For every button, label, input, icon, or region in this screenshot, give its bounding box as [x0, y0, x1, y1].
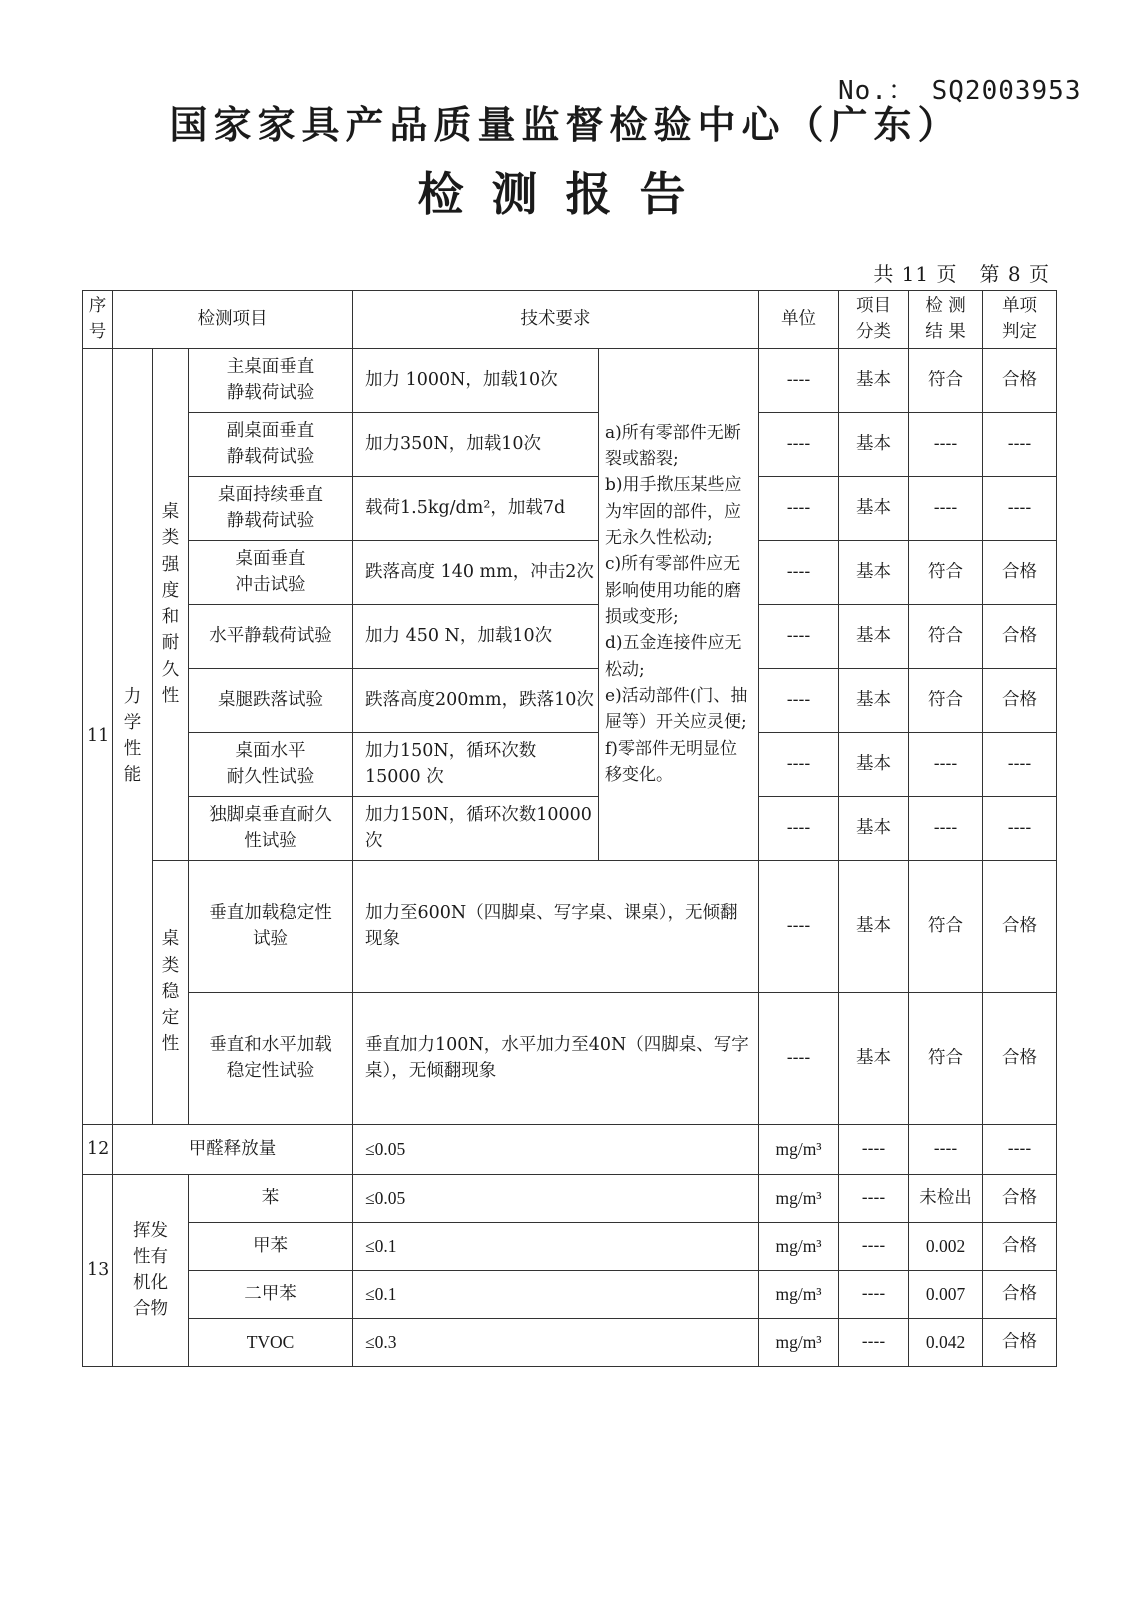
requirement-cell: 垂直加力100N，水平加力至40N（四脚桌、写字桌），无倾翻现象 [353, 992, 759, 1124]
judgement-cell: 合格 [983, 860, 1057, 992]
table-row [83, 1124, 1057, 1174]
header-category: 项目 分类 [839, 291, 909, 349]
item-cell: 独脚桌垂直耐久 性试验 [189, 796, 353, 860]
header-result: 检 测 结 果 [909, 291, 983, 349]
table-row [83, 476, 1057, 540]
requirement-cell: ≤0.1 [353, 1222, 759, 1270]
table-row [83, 1174, 1057, 1222]
judgement-cell: 合格 [983, 604, 1057, 668]
result-cell: 符合 [909, 348, 983, 412]
shared-requirement-cell: a)所有零部件无断裂或豁裂; b)用手揿压某些应为牢固的部件，应无永久性松动; c)所有零部件应无影响使用功能的磨损或变形; d)五金连接件应无松动; e)活动部件(门、抽屉等）开关应灵便; f)零部件无明显位移变化。 [599, 348, 759, 860]
table-row [83, 992, 1057, 1124]
table-row [83, 412, 1057, 476]
category-cell: 基本 [839, 732, 909, 796]
unit-cell: ---- [759, 668, 839, 732]
requirement-cell: 跌落高度200mm，跌落10次 [353, 668, 599, 732]
category-cell: ---- [839, 1124, 909, 1174]
item-cell: 桌面持续垂直 静载荷试验 [189, 476, 353, 540]
judgement-cell: 合格 [983, 1270, 1057, 1318]
judgement-cell: ---- [983, 1124, 1057, 1174]
table-row [83, 1318, 1057, 1366]
unit-cell: mg/m³ [759, 1270, 839, 1318]
result-cell: 符合 [909, 860, 983, 992]
requirement-cell: 加力 1000N，加载10次 [353, 348, 599, 412]
seq-cell: 11 [83, 348, 113, 1124]
category-cell: 基本 [839, 992, 909, 1124]
category-cell: ---- [839, 1174, 909, 1222]
header-item: 检测项目 [113, 291, 353, 349]
result-cell: ---- [909, 796, 983, 860]
group-category-label: 力学性能 [113, 348, 153, 1124]
seq-cell: 13 [83, 1174, 113, 1366]
requirement-cell: 加力至600N（四脚桌、写字桌、课桌），无倾翻现象 [353, 860, 759, 992]
table-row [83, 540, 1057, 604]
result-cell: 符合 [909, 668, 983, 732]
unit-cell: ---- [759, 348, 839, 412]
judgement-cell: ---- [983, 476, 1057, 540]
table-row [83, 668, 1057, 732]
requirement-cell: 跌落高度 140 mm，冲击2次 [353, 540, 599, 604]
subgroup-label: 桌类强度和耐久性 [153, 348, 189, 860]
requirement-cell: ≤0.05 [353, 1174, 759, 1222]
category-cell: ---- [839, 1270, 909, 1318]
item-cell: 甲苯 [189, 1222, 353, 1270]
center-name: 国家家具产品质量监督检验中心（广东） [169, 102, 962, 147]
item-cell: 垂直和水平加载 稳定性试验 [189, 992, 353, 1124]
category-cell: 基本 [839, 412, 909, 476]
unit-cell: ---- [759, 412, 839, 476]
unit-cell: ---- [759, 860, 839, 992]
subgroup-label: 桌类稳定性 [153, 860, 189, 1124]
result-cell: 符合 [909, 992, 983, 1124]
table-row [83, 1222, 1057, 1270]
report-title: 检测报告 [417, 167, 714, 221]
header-seq: 序 号 [83, 291, 113, 349]
table-header-row [83, 291, 1057, 349]
item-cell: 主桌面垂直 静载荷试验 [189, 348, 353, 412]
item-cell: 二甲苯 [189, 1270, 353, 1318]
judgement-cell: 合格 [983, 348, 1057, 412]
header-unit: 单位 [759, 291, 839, 349]
table-row [83, 796, 1057, 860]
item-cell: 甲醛释放量 [113, 1124, 353, 1174]
requirement-cell: 加力150N，循环次数10000次 [353, 796, 599, 860]
judgement-cell: 合格 [983, 1318, 1057, 1366]
unit-cell: ---- [759, 604, 839, 668]
requirement-cell: ≤0.05 [353, 1124, 759, 1174]
unit-cell: mg/m³ [759, 1124, 839, 1174]
result-cell: 符合 [909, 540, 983, 604]
unit-cell: mg/m³ [759, 1222, 839, 1270]
table-row [83, 348, 1057, 412]
item-cell: 水平静载荷试验 [189, 604, 353, 668]
table-row [83, 604, 1057, 668]
item-cell: 副桌面垂直 静载荷试验 [189, 412, 353, 476]
judgement-cell: 合格 [983, 1174, 1057, 1222]
requirement-cell: ≤0.1 [353, 1270, 759, 1318]
judgement-cell: ---- [983, 796, 1057, 860]
category-cell: 基本 [839, 476, 909, 540]
category-cell: 基本 [839, 796, 909, 860]
judgement-cell: ---- [983, 732, 1057, 796]
unit-cell: mg/m³ [759, 1318, 839, 1366]
result-cell: ---- [909, 732, 983, 796]
requirement-cell: 载荷1.5kg/dm²，加载7d [353, 476, 599, 540]
requirement-cell: 加力150N，循环次数 15000 次 [353, 732, 599, 796]
table-row [83, 860, 1057, 992]
category-cell: 基本 [839, 604, 909, 668]
unit-cell: ---- [759, 476, 839, 540]
item-cell: 垂直加载稳定性 试验 [189, 860, 353, 992]
page-info: 共 11 页 第 8 页 [873, 262, 1050, 286]
item-cell: 桌面水平 耐久性试验 [189, 732, 353, 796]
category-cell: 基本 [839, 540, 909, 604]
category-cell: ---- [839, 1318, 909, 1366]
result-cell: ---- [909, 476, 983, 540]
item-cell: 苯 [189, 1174, 353, 1222]
result-cell: 0.007 [909, 1270, 983, 1318]
result-cell: ---- [909, 412, 983, 476]
requirement-cell: 加力350N，加载10次 [353, 412, 599, 476]
judgement-cell: 合格 [983, 1222, 1057, 1270]
header-requirement: 技术要求 [353, 291, 759, 349]
unit-cell: ---- [759, 796, 839, 860]
item-cell: TVOC [189, 1318, 353, 1366]
report-table [82, 290, 1057, 1367]
table-row [83, 1270, 1057, 1318]
item-cell: 桌面垂直 冲击试验 [189, 540, 353, 604]
result-cell: 符合 [909, 604, 983, 668]
category-cell: 基本 [839, 668, 909, 732]
judgement-cell: 合格 [983, 540, 1057, 604]
result-cell: 0.042 [909, 1318, 983, 1366]
judgement-cell: 合格 [983, 668, 1057, 732]
result-cell: 0.002 [909, 1222, 983, 1270]
header-judgement: 单项 判定 [983, 291, 1057, 349]
seq-cell: 12 [83, 1124, 113, 1174]
group-category-label: 挥发 性有 机化 合物 [113, 1174, 189, 1366]
unit-cell: ---- [759, 732, 839, 796]
result-cell: 未检出 [909, 1174, 983, 1222]
unit-cell: ---- [759, 540, 839, 604]
judgement-cell: 合格 [983, 992, 1057, 1124]
judgement-cell: ---- [983, 412, 1057, 476]
category-cell: ---- [839, 1222, 909, 1270]
report-number: No.： SQ2003953 [838, 76, 1082, 106]
table-row [83, 732, 1057, 796]
result-cell: ---- [909, 1124, 983, 1174]
category-cell: 基本 [839, 860, 909, 992]
category-cell: 基本 [839, 348, 909, 412]
requirement-cell: 加力 450 N，加载10次 [353, 604, 599, 668]
item-cell: 桌腿跌落试验 [189, 668, 353, 732]
unit-cell: ---- [759, 992, 839, 1124]
unit-cell: mg/m³ [759, 1174, 839, 1222]
requirement-cell: ≤0.3 [353, 1318, 759, 1366]
